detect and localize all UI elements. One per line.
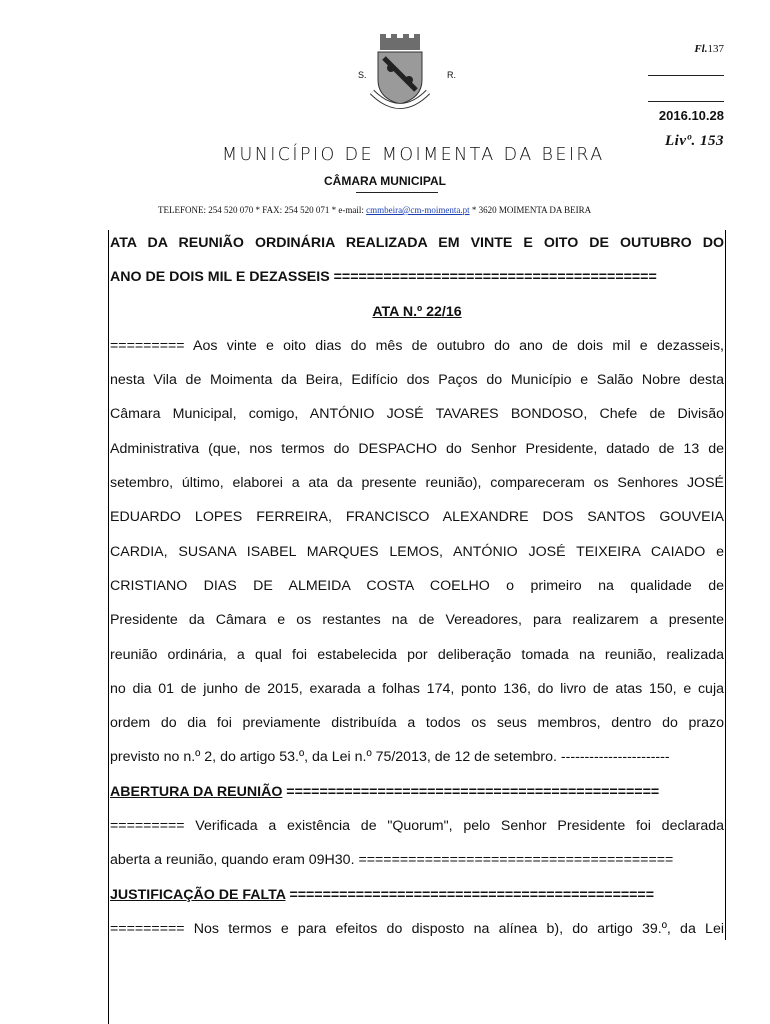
book-number: Livº. 153 <box>665 133 724 149</box>
margin-rule-left <box>108 230 109 1024</box>
text-line: Câmara Municipal, comigo, ANTÓNIO JOSÉ TAVARES BONDOSO, Chefe de Divisão <box>110 406 724 423</box>
text-line: nesta Vila de Moimenta da Beira, Edifício dos Paços do Município e Salão Nobre desta <box>110 372 724 389</box>
text-line: Presidente da Câmara e os restantes na de Vereadores, para realizarem a presente <box>110 612 724 629</box>
minutes-heading: ATA DA REUNIÃO ORDINÁRIA REALIZADA EM VINTE E OITO DE OUTUBRO DO <box>110 235 724 251</box>
title-underline <box>356 192 438 193</box>
seal-letter-r: R. <box>447 70 456 80</box>
chamber-title: CÂMARA MUNICIPAL <box>324 174 446 188</box>
text-line: setembro, último, elaborei a ata da presente reunião), compareceram os Senhores JOSÉ <box>110 475 724 492</box>
text-line: ========= Nos termos e para efeitos do disposto na alínea b), do artigo 39.º, da Lei <box>110 920 724 937</box>
minutes-body <box>110 226 724 946</box>
minutes-number: ATA N.º 22/16 <box>372 303 462 320</box>
text-line: ========= Aos vinte e oito dias do mês de outubro do ano de dois mil e dezasseis, <box>110 337 724 354</box>
text-line: previsto no n.º 2, do artigo 53.º, da Lei n.º 75/2013, de 12 de setembro. ----------------------- <box>110 749 670 766</box>
text-line: reunião ordinária, a qual foi estabelecida por deliberação tomada na reunião, realizada <box>110 646 724 663</box>
text-line: Administrativa (que, nos termos do DESPACHO do Senhor Presidente, datado de 13 de <box>110 440 724 457</box>
text-line: ordem do dia foi previamente distribuída a todos os seus membros, dentro do prazo <box>110 715 724 732</box>
section-heading-absence: JUSTIFICAÇÃO DE FALTA ============================================ <box>110 886 654 903</box>
text-line: CARDIA, SUSANA ISABEL MARQUES LEMOS, ANTÓNIO JOSÉ TEIXEIRA CAIADO e <box>110 543 724 560</box>
folio-number: Fl.137 <box>694 43 724 55</box>
document-date: 2016.10.28 <box>658 108 724 123</box>
email-link[interactable]: cmmbeira@cm-moimenta.pt <box>366 205 470 215</box>
folio-rule <box>648 101 724 102</box>
text-line: no dia 01 de junho de 2015, exarada a folhas 174, ponto 136, do livro de atas 150, e cuja <box>110 680 724 697</box>
folio-rule <box>648 75 724 76</box>
text-line: EDUARDO LOPES FERREIRA, FRANCISCO ALEXANDRE DOS SANTOS GOUVEIA <box>110 509 724 526</box>
section-heading-opening: ABERTURA DA REUNIÃO ============================================= <box>110 783 660 800</box>
text-line: ========= Verificada a existência de "Quorum", pelo Senhor Presidente foi declarada <box>110 818 724 835</box>
text-line: aberta a reunião, quando eram 09H30. ====================================== <box>110 852 674 869</box>
municipality-title: MUNICÍPIO DE MOIMENTA DA BEIRA <box>222 145 605 165</box>
coat-of-arms-logo <box>360 34 440 112</box>
contact-line: TELEFONE: 254 520 070 * FAX: 254 520 071 * e-mail: cmmbeira@cm-moimenta.pt * 3620 MOIMENTA DA BEIRA <box>158 205 592 215</box>
minutes-heading: ANO DE DOIS MIL E DEZASSEIS ======================================= <box>110 269 657 286</box>
text-line: CRISTIANO DIAS DE ALMEIDA COSTA COELHO o primeiro na qualidade de <box>110 577 724 594</box>
seal-letter-s: S. <box>358 70 367 80</box>
margin-rule-right <box>725 230 726 940</box>
